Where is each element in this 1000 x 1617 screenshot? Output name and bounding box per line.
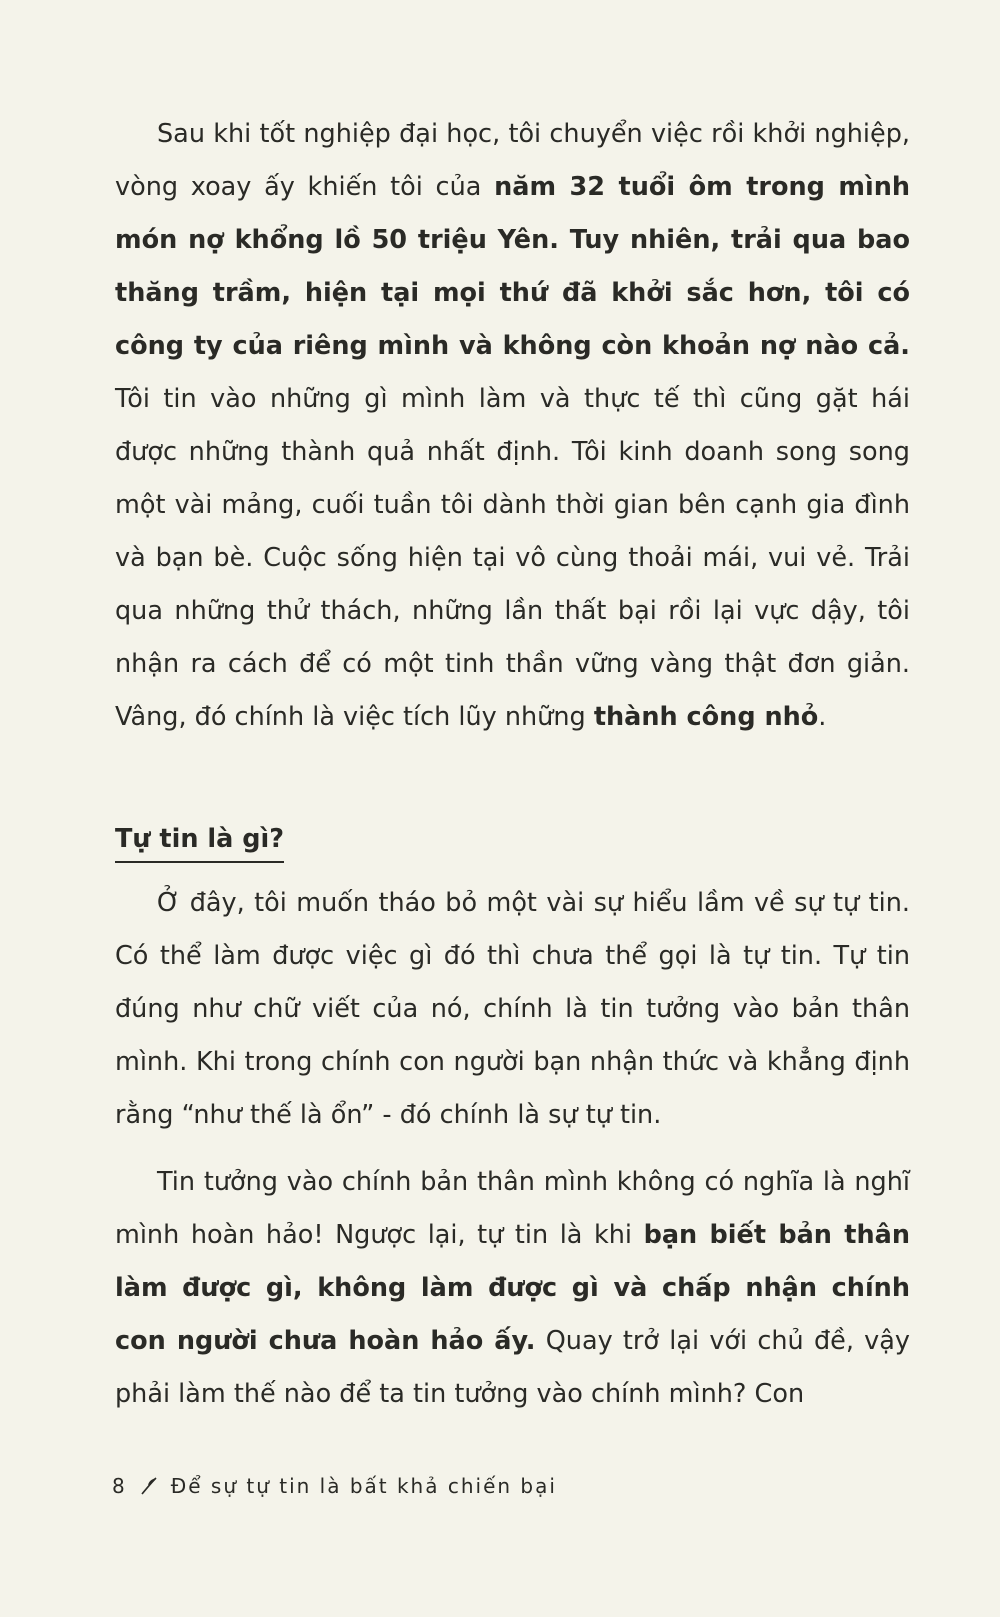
text-run: . bbox=[818, 702, 827, 732]
page-footer bbox=[112, 1474, 557, 1498]
page-body bbox=[115, 108, 910, 1421]
paragraph-intro bbox=[115, 108, 910, 744]
paragraph-explanation bbox=[115, 1156, 910, 1421]
paragraph-definition bbox=[115, 877, 910, 1142]
bold-text-run: bạn biết bản thân làm được gì, không làm được gì và chấp nhận chính con người chưa hoàn hảo ấy. bbox=[115, 1220, 911, 1356]
running-title: Để sự tự tin là bất khả chiến bại bbox=[170, 1474, 557, 1498]
text-run: Tin tưởng vào chính bản thân mình không có nghĩa là nghĩ mình hoàn hảo! Ngược lại, tự tin là khi bbox=[115, 1167, 910, 1250]
bold-text-run: thành công nhỏ bbox=[593, 702, 819, 732]
text-run: Tôi tin vào những gì mình làm và thực tế thì cũng gặt hái được những thành quả nhất định. Tôi kinh doanh song song một vài mảng, cuối tuần tôi dành thời gian bên cạnh gia đình và bạn bè. Cuộc sống hiện tại vô cùng thoải mái, vui vẻ. Trải qua những thử thách, những lần thất bại rồi lại vực dậy, tôi nhận ra cách để có một tinh thần vững vàng thật đơn giản. Vâng, đó chính là việc tích lũy những bbox=[115, 384, 910, 732]
text-run: Quay trở lại với chủ đề, vậy phải làm thế nào để ta tin tưởng vào chính mình? Con bbox=[115, 1326, 910, 1409]
text-run: Sau khi tốt nghiệp đại học, tôi chuyển việc rồi khởi nghiệp, vòng xoay ấy khiến tôi của bbox=[115, 119, 910, 202]
page-number: 8 bbox=[112, 1474, 127, 1498]
leaf-icon bbox=[139, 1475, 159, 1497]
section-heading: Tự tin là gì? bbox=[115, 819, 284, 863]
text-run: Ở đây, tôi muốn tháo bỏ một vài sự hiểu lầm về sự tự tin. Có thể làm được việc gì đó thì chưa thể gọi là tự tin. Tự tin đúng như chữ viết của nó, chính là tin tưởng vào bản thân mình. Khi trong chính con người bạn nhận thức và khẳng định rằng “như thế là ổn” - đó chính là sự tự tin. bbox=[115, 888, 910, 1130]
bold-text-run: năm 32 tuổi ôm trong mình món nợ khổng lồ 50 triệu Yên. Tuy nhiên, trải qua bao thăng trầm, hiện tại mọi thứ đã khởi sắc hơn, tôi có công ty của riêng mình và không còn khoản nợ nào cả. bbox=[115, 172, 910, 361]
